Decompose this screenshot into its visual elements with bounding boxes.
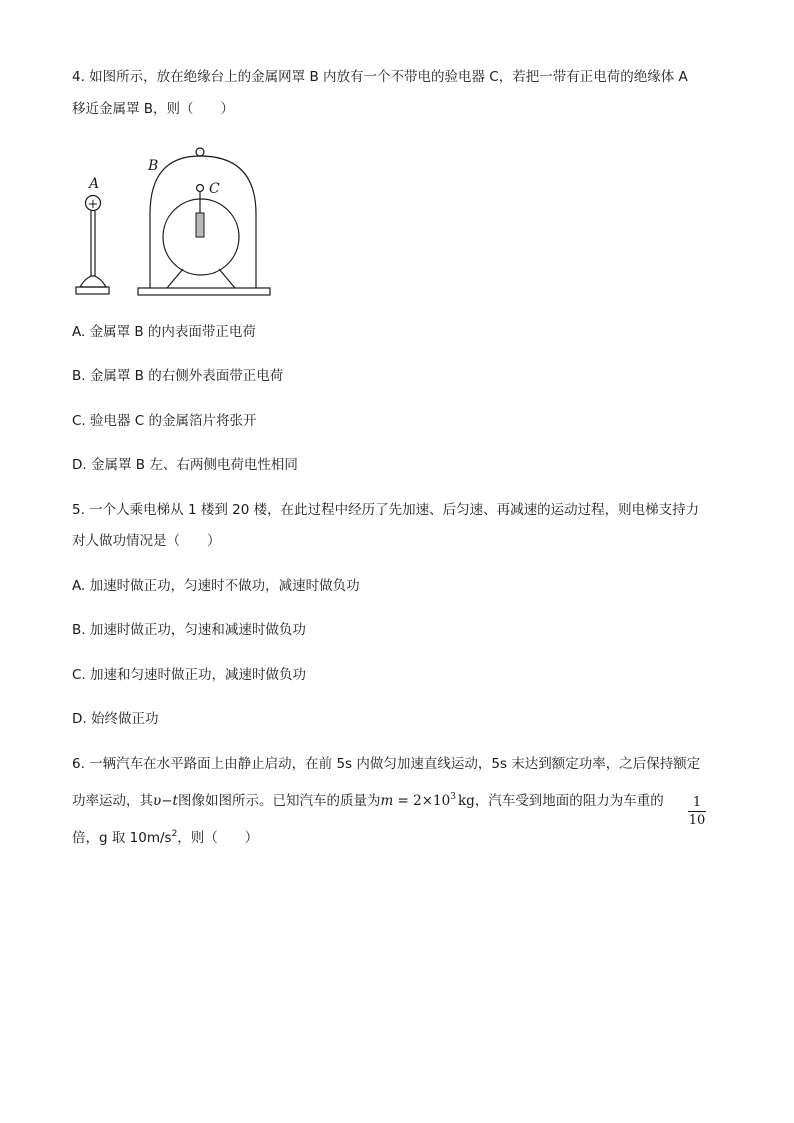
q6-stem-line-2 (72, 792, 664, 810)
q5-stem-line-1: 5. 一个人乘电梯从 1 楼到 20 楼，在此过程中经历了先加速、后匀速、再减速的运动过程，则电梯支持力 (72, 502, 700, 518)
q6-text-a: 功率运动，其 (72, 793, 153, 809)
label-c: C (209, 181, 220, 197)
q6-text-d: 倍，g 取 10m/s (72, 830, 172, 846)
mass-equation: = 2×10 (393, 793, 451, 809)
label-a: A (89, 176, 100, 192)
fraction-numerator: 1 (692, 795, 702, 810)
fraction-bar (688, 811, 706, 812)
q4-option-d: D. 金属罩 B 左、右两侧电荷电性相同 (72, 457, 298, 473)
accel-exponent: 2 (171, 829, 178, 839)
electroscope-c-figure (163, 181, 239, 288)
vt-graph-symbol: υ−t (153, 793, 178, 809)
q5-stem-line-2: 对人做功情况是（ ） (72, 533, 221, 549)
one-tenth-fraction (688, 795, 706, 828)
q4-option-b: B. 金属罩 B 的右侧外表面带正电荷 (72, 368, 284, 384)
q5-option-c: C. 加速和匀速时做正功，减速时做负功 (72, 667, 307, 683)
q5-option-d: D. 始终做正功 (72, 711, 159, 727)
q6-text-e: ，则（ ） (177, 830, 259, 846)
mass-variable: m (380, 793, 394, 809)
q6-text-b: 图像如图所示。已知汽车的质量为 (177, 793, 381, 809)
label-b: B (148, 158, 159, 174)
q4-stem-line-2: 移近金属罩 B，则（ ） (72, 101, 235, 117)
q6-text-c: ，汽车受到地面的阻力为车重的 (474, 793, 664, 809)
mass-unit: kg (457, 793, 475, 809)
q5-option-b: B. 加速时做正功，匀速和减速时做负功 (72, 622, 306, 638)
q6-stem-line-1: 6. 一辆汽车在水平路面上由静止启动，在前 5s 内做匀加速直线运动，5s 末达到额定功率，之后保持额定 (72, 756, 701, 772)
mass-exponent: 3 (450, 792, 456, 802)
q5-option-a: A. 加速时做正功，匀速时不做功，减速时做负功 (72, 578, 360, 594)
q4-stem-line-1: 4. 如图所示，放在绝缘台上的金属网罩 B 内放有一个不带电的验电器 C，若把一带有正电荷的绝缘体 A (72, 69, 688, 85)
fraction-denominator: 10 (688, 813, 706, 828)
q4-option-a: A. 金属罩 B 的内表面带正电荷 (72, 324, 256, 340)
electroscope-figure (70, 144, 280, 300)
insulator-a-figure (76, 176, 109, 294)
plus-charge-sign: + (87, 197, 99, 212)
q6-stem-line-3 (72, 829, 258, 847)
q4-option-c: C. 验电器 C 的金属箔片将张开 (72, 413, 257, 429)
